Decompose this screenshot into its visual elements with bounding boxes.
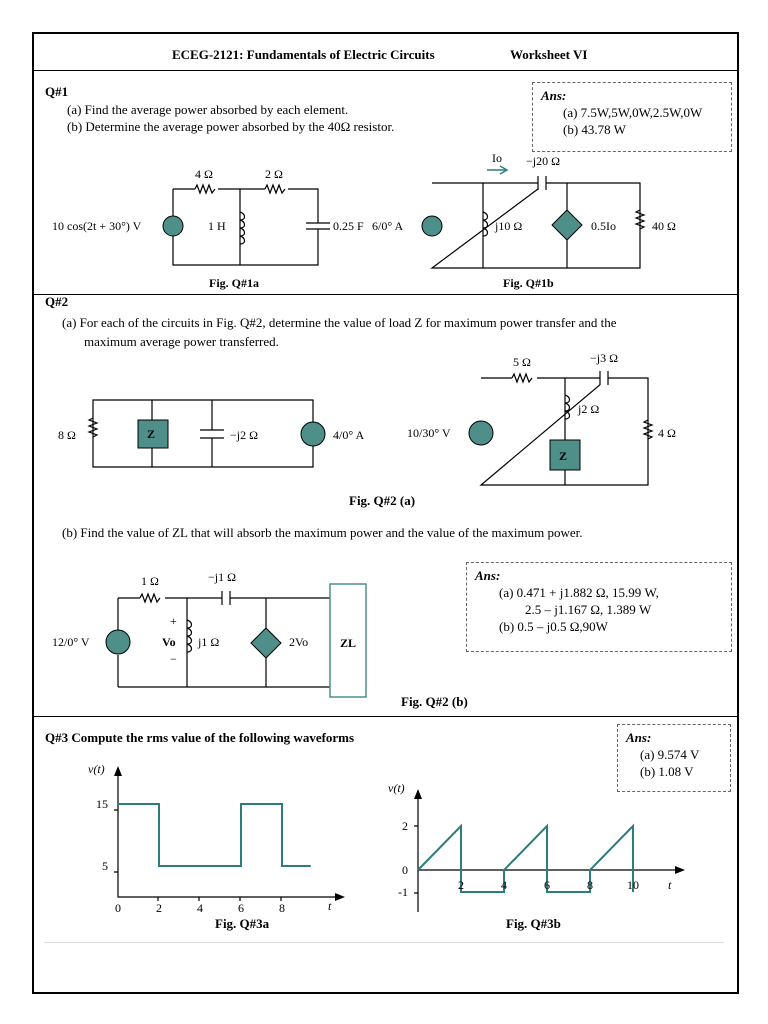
plus-sign: + <box>170 614 177 628</box>
x-axis-label: t <box>668 878 672 892</box>
minus-sign: − <box>170 652 177 666</box>
q2-label: Q#2 <box>45 294 69 309</box>
y-axis-label: v(t) <box>388 781 405 795</box>
waveform-line <box>418 826 633 892</box>
fig-q2a-circuit-1 <box>58 400 364 467</box>
q2-part-a-line2: maximum average power transferred. <box>84 334 279 349</box>
footer-rule <box>44 942 724 943</box>
fig-q2b-circuit <box>52 570 366 697</box>
resistor-5-label: 5 Ω <box>513 355 531 369</box>
resistor-4-label: 4 Ω <box>658 426 676 440</box>
y-tick-label: 15 <box>96 797 108 811</box>
resistor-label: 1 Ω <box>141 574 159 588</box>
y-tick-label: -1 <box>398 885 408 899</box>
q1-part-a: (a) Find the average power absorbed by each element. <box>67 102 349 117</box>
chart-q3b <box>388 781 685 912</box>
waveform-line <box>118 804 311 866</box>
resistor-label: 8 Ω <box>58 428 76 442</box>
voltage-source-label: 10 cos(2t + 30°) V <box>52 219 142 233</box>
q2-part-a-line1: (a) For each of the circuits in Fig. Q#2, determine the value of load Z for maximum power transfer and the <box>62 315 617 330</box>
q3-answer-a: (a) 9.574 V <box>640 747 700 762</box>
caption-q2b: Fig. Q#2 (b) <box>401 694 468 709</box>
capacitor-label: −j1 Ω <box>208 570 237 584</box>
load-label: Z <box>559 449 568 463</box>
capacitor-label: 0.25 F <box>333 219 364 233</box>
io-label: Io <box>492 151 502 165</box>
divider <box>32 716 739 717</box>
q1-part-b: (b) Determine the average power absorbed by the 40Ω resistor. <box>67 119 395 134</box>
inductor-label: j1 Ω <box>198 635 220 649</box>
q3-answer-box <box>617 724 731 792</box>
inductor-label: 1 H <box>208 219 226 233</box>
x-tick-label: 8 <box>279 901 285 915</box>
q1-answer-b: (b) 43.78 W <box>563 122 626 137</box>
chart-q3a <box>88 762 345 915</box>
y-tick-label: 5 <box>102 859 108 873</box>
divider <box>32 294 739 295</box>
vo-label: Vo <box>162 635 176 649</box>
fig-q2a-circuit-2 <box>407 351 676 485</box>
x-tick-label: 6 <box>544 878 550 892</box>
x-tick-label: 4 <box>197 901 203 915</box>
x-tick-label: 2 <box>156 901 162 915</box>
capacitor-label: −j3 Ω <box>590 351 619 365</box>
answer-title: Ans: <box>475 568 501 583</box>
fig-q1a-circuit <box>52 167 364 290</box>
q2-answer-a2: 2.5 – j1.167 Ω, 1.389 W <box>525 602 652 617</box>
inductor-label: j10 Ω <box>495 219 523 233</box>
resistor-4-label: 4 Ω <box>195 167 213 181</box>
caption-q1b: Fig. Q#1b <box>503 276 554 290</box>
answer-title: Ans: <box>626 730 652 745</box>
caption-q3a: Fig. Q#3a <box>215 916 270 931</box>
capacitor-label: −j20 Ω <box>526 154 561 168</box>
q1-label: Q#1 <box>45 84 69 99</box>
course-title: ECEG-2121: Fundamentals of Electric Circuits <box>172 47 435 62</box>
y-tick-label: 2 <box>402 819 408 833</box>
x-tick-label: 10 <box>627 878 639 892</box>
q3-label: Q#3 Compute the rms value of the following waveforms <box>45 730 355 745</box>
x-tick-label: 8 <box>587 878 593 892</box>
dependent-source-label: 2Vo <box>289 635 309 649</box>
x-tick-label: 6 <box>238 901 244 915</box>
inductor-label: j2 Ω <box>578 402 600 416</box>
caption-q2a: Fig. Q#2 (a) <box>349 493 416 508</box>
q3-answer-b: (b) 1.08 V <box>640 764 694 779</box>
x-tick-label: 0 <box>115 901 121 915</box>
y-axis-label: v(t) <box>88 762 105 776</box>
resistor-label: 40 Ω <box>652 219 676 233</box>
capacitor-label: −j2 Ω <box>230 428 259 442</box>
resistor-2-label: 2 Ω <box>265 167 283 181</box>
x-tick-label: 4 <box>501 878 507 892</box>
x-tick-label: 2 <box>458 878 464 892</box>
fig-q1b-circuit <box>372 151 676 290</box>
voltage-source-label: 12/0° V <box>52 635 90 649</box>
load-label: Z <box>147 427 156 441</box>
q2-answer-a1: (a) 0.471 + j1.882 Ω, 15.99 W, <box>499 585 659 600</box>
dependent-source-label: 0.5Io <box>591 219 616 233</box>
current-source-label: 6/0° A <box>372 219 404 233</box>
x-axis-label: t <box>328 899 332 913</box>
q2-answer-b: (b) 0.5 – j0.5 Ω,90W <box>499 619 608 634</box>
q2-answer-box <box>466 562 732 652</box>
answer-title: Ans: <box>541 88 567 103</box>
caption-q1a: Fig. Q#1a <box>209 276 259 290</box>
caption-q3b: Fig. Q#3b <box>506 916 561 931</box>
q2-part-b: (b) Find the value of ZL that will absorb the maximum power and the value of the maximum power. <box>62 525 583 540</box>
load-zl-label: ZL <box>340 636 357 650</box>
y-tick-label: 0 <box>402 863 408 877</box>
voltage-source-label: 10/30° V <box>407 426 451 440</box>
q1-answer-a: (a) 7.5W,5W,0W,2.5W,0W <box>563 105 703 120</box>
worksheet-title: Worksheet VI <box>510 47 588 62</box>
current-source-label: 4/0° A <box>333 428 365 442</box>
